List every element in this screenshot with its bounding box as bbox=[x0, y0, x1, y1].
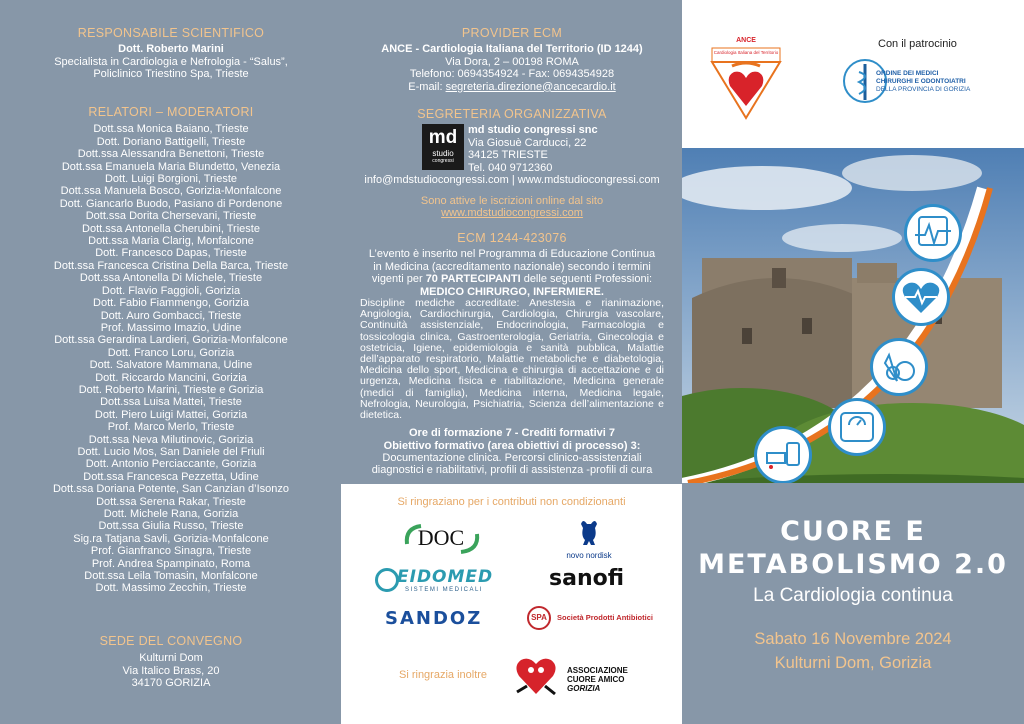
speaker-item: Dott. Doriano Battigelli, Trieste bbox=[96, 135, 246, 148]
venue-heading: SEDE DEL CONVEGNO bbox=[99, 634, 243, 648]
cuore-amico-logo bbox=[513, 654, 663, 700]
online-text: Sono attive le iscrizioni online dal sito bbox=[420, 195, 604, 207]
speaker-item: Dott.ssa Antonella Di Michele, Trieste bbox=[79, 272, 263, 285]
speaker-item: Dott. Fabio Fiammengo, Gorizia bbox=[93, 297, 249, 310]
secretariat-name: md studio congressi snc bbox=[468, 124, 598, 137]
speaker-item: Dott. Luigi Borgioni, Trieste bbox=[104, 173, 238, 186]
secretariat-phone: Tel. 040 9712360 bbox=[468, 161, 553, 174]
novo-wordmark: novo nordisk bbox=[566, 551, 612, 560]
speaker-item: Dott.ssa Dorita Chersevani, Trieste bbox=[85, 210, 257, 223]
provider-name: ANCE - Cardiologia Italiana del Territorio (ID 1244) bbox=[381, 43, 643, 56]
eidomed-logo bbox=[375, 566, 495, 596]
speaker-item: Dott. Antonio Perciaccante, Gorizia bbox=[85, 458, 257, 471]
speaker-item: Dott. Piero Luigi Mattei, Gorizia bbox=[94, 408, 248, 421]
ecm-hours: Ore di formazione 7 - Crediti formativi 7 bbox=[409, 427, 615, 440]
heart-runner-icon bbox=[513, 654, 559, 698]
speaker-item: Dott. Michele Rana, Gorizia bbox=[103, 508, 239, 520]
ecm-line3c: delle seguenti Professioni: bbox=[520, 273, 653, 286]
ecg-icon bbox=[904, 204, 962, 262]
secretariat-city: 34125 TRIESTE bbox=[468, 149, 548, 162]
md-studio-logo bbox=[422, 124, 464, 170]
sponsors-box bbox=[341, 484, 682, 724]
online-registration bbox=[342, 195, 682, 220]
sandoz-logo: SANDOZ bbox=[385, 608, 483, 629]
secretariat-web[interactable]: info@mdstudiocongressi.com | www.mdstudiocongressi.com bbox=[364, 174, 660, 187]
speaker-item: Dott. Riccardo Mancini, Gorizia bbox=[95, 371, 247, 384]
cover-header bbox=[682, 0, 1024, 148]
speaker-item: Dott. Francesco Dapas, Trieste bbox=[95, 247, 247, 260]
spa-logo bbox=[527, 604, 657, 634]
doc-logo bbox=[401, 522, 481, 554]
speaker-item: Dott.ssa Serena Rakar, Trieste bbox=[96, 495, 246, 508]
event-date: Sabato 16 Novembre 2024 bbox=[754, 630, 952, 648]
speaker-item: Dott. Franco Loru, Gorizia bbox=[107, 346, 235, 359]
provider-email-label: E-mail: bbox=[408, 80, 446, 93]
eidomed-circle-icon bbox=[375, 568, 399, 592]
speakers-section bbox=[0, 106, 342, 595]
speaker-item: Dott. Giancarlo Buodo, Pasiano di Pordenone bbox=[59, 197, 283, 210]
venue-section bbox=[0, 635, 342, 690]
spa-wordmark: Società Prodotti Antibiotici bbox=[557, 613, 653, 622]
provider-heading: PROVIDER ECM bbox=[461, 26, 563, 40]
ecm-objective: Obiettivo formativo (area obiettivi di processo) 3: bbox=[383, 439, 641, 452]
ance-label: ANCE bbox=[736, 37, 756, 44]
speaker-item: Dott. Salvatore Mammana, Udine bbox=[89, 359, 253, 372]
ecm-line3a: vigenti per bbox=[371, 273, 426, 286]
doc-wordmark: DOC bbox=[417, 525, 465, 550]
online-link[interactable]: www.mdstudiocongressi.com bbox=[441, 207, 583, 220]
apis-bull-icon bbox=[577, 518, 601, 546]
speaker-item: Dott. Lucio Mos, San Daniele del Friuli bbox=[77, 445, 265, 458]
speaker-item: Prof. Massimo Imazio, Udine bbox=[100, 321, 242, 334]
eidomed-wordmark: EIDOMED bbox=[397, 567, 494, 587]
speaker-item: Dott.ssa Monica Baiano, Trieste bbox=[93, 123, 249, 136]
ordine-line3: DELLA PROVINCIA DI GORIZIA bbox=[876, 86, 971, 93]
scientific-responsible bbox=[0, 27, 342, 81]
event-title-line2: METABOLISMO 2.0 bbox=[698, 549, 1008, 580]
sanofi-logo: sanofi bbox=[549, 566, 625, 591]
speaker-item: Sig.ra Tatjana Savli, Gorizia-Monfalcone bbox=[73, 532, 269, 545]
speaker-item: Dott.ssa Francesca Pezzetta, Udine bbox=[83, 470, 259, 483]
provider-section bbox=[342, 27, 682, 93]
speaker-item: Dott.ssa Neva Milutinovic, Gorizia bbox=[88, 433, 254, 446]
glucose-test-icon bbox=[754, 426, 812, 483]
speaker-item: Dott. Auro Gombacci, Trieste bbox=[100, 309, 242, 322]
cover-panel bbox=[682, 0, 1024, 724]
ecm-participants: 70 PARTECIPANTI bbox=[425, 273, 521, 286]
md-logo-tiny: congressi bbox=[432, 158, 454, 165]
event-subtitle: La Cardiologia continua bbox=[753, 585, 953, 606]
ordine-medici-logo bbox=[842, 58, 992, 108]
provider-address: Via Dora, 2 – 00198 ROMA bbox=[445, 55, 579, 68]
speaker-item: Dott.ssa Emanuela Maria Blundetto, Venezia bbox=[61, 160, 281, 173]
ecm-objective-line1: Documentazione clinica. Percorsi clinico-assistenziali bbox=[382, 452, 642, 465]
speaker-item: Dott.ssa Francesca Cristina Della Barca, Trieste bbox=[53, 259, 289, 272]
ecm-professions: MEDICO CHIRURGO, INFERMIERE. bbox=[420, 285, 604, 298]
secretariat-address: Via Giosuè Carducci, 22 bbox=[468, 136, 587, 149]
castle-photo bbox=[682, 148, 1024, 483]
event-title-block bbox=[682, 515, 1024, 675]
ecm-disciplines: Discipline mediche accreditate: Anestesia e rianimazione, Angiologia, Cardiochirurgia, Cardiologia, Chirurgia vascolare, Continuità assistenziale, Endocrinologia, Farmacologia e tossicologia clinica, Gastroenterologia, Geriatria, Ginecologia e ostetricia, Igiene, epidemiologia e sanità pubblica, Malattie dell’apparato respiratorio, Malattie metaboliche e diabetologia, Medicina dello sport, Medicina e chirurgia di accettazione e di urgenza, Medicina fisica e riabilitazione, Medicina generale (medici di famiglia), Medicina interna, Medicina legale, Nefrologia, Neurologia, Psichiatria, Scienza dell’alimentazione e dietetica. bbox=[360, 297, 664, 422]
ecm-section bbox=[342, 232, 682, 477]
speaker-item: Dott. Flavio Faggioli, Gorizia bbox=[101, 284, 241, 297]
novo-nordisk-logo bbox=[559, 518, 619, 558]
speakers-list bbox=[0, 123, 342, 594]
left-panel bbox=[0, 0, 342, 724]
fruit-icon bbox=[870, 338, 928, 396]
assoc-line3: GORIZIA bbox=[567, 684, 601, 693]
speaker-item: Prof. Gianfranco Sinagra, Trieste bbox=[90, 545, 252, 558]
assoc-line1: ASSOCIAZIONE bbox=[567, 666, 628, 675]
ecm-line1: L’evento è inserito nel Programma di Educazione Continua bbox=[368, 248, 656, 261]
ecm-heading: ECM 1244-423076 bbox=[457, 231, 567, 245]
speaker-item: Dott. Roberto Marini, Trieste e Gorizia bbox=[78, 383, 264, 396]
speaker-item: Dott.ssa Leila Tomasin, Monfalcone bbox=[84, 570, 258, 583]
event-place: Kulturni Dom, Gorizia bbox=[774, 654, 932, 672]
ordine-line1: ORDINE DEI MEDICI bbox=[876, 70, 939, 77]
speaker-item: Dott.ssa Gerardina Lardieri, Gorizia-Monfalcone bbox=[54, 334, 288, 347]
speaker-item: Dott.ssa Alessandra Benettoni, Trieste bbox=[77, 148, 265, 161]
ance-logo bbox=[710, 37, 782, 120]
speaker-item: Dott. Massimo Zecchin, Trieste bbox=[95, 582, 247, 595]
venue-city: 34170 GORIZIA bbox=[131, 677, 211, 690]
secretariat-section bbox=[342, 108, 682, 187]
patronage-label: Con il patrocinio bbox=[878, 38, 957, 50]
provider-phone: Telefono: 0694354924 - Fax: 0694354928 bbox=[409, 68, 615, 81]
assoc-line2: CUORE AMICO bbox=[567, 675, 625, 684]
resp-line2: Policlinico Triestino Spa, Trieste bbox=[93, 68, 249, 81]
speaker-item: Prof. Andrea Spampinato, Roma bbox=[91, 557, 251, 570]
resp-heading: RESPONSABILE SCIENTIFICO bbox=[77, 26, 265, 40]
speakers-heading: RELATORI – MODERATORI bbox=[88, 105, 254, 119]
provider-email-link[interactable]: segreteria.direzione@ancecardio.it bbox=[445, 80, 616, 93]
ordine-line2: CHIRURGHI E ODONTOIATRI bbox=[876, 78, 966, 85]
venue-name: Kulturni Dom bbox=[139, 652, 203, 665]
speaker-item: Dott.ssa Maria Clarig, Monfalcone bbox=[88, 235, 254, 248]
eidomed-subtitle: SISTEMI MEDICALI bbox=[405, 587, 484, 593]
speaker-item: Dott.ssa Antonella Cherubini, Trieste bbox=[82, 222, 260, 235]
ecm-objective-line2: diagnostici e riabilitativi, profili di assistenza -profili di cura bbox=[371, 464, 653, 477]
venue-address: Via Italico Brass, 20 bbox=[122, 664, 220, 677]
thanks-also: Si ringrazia inoltre bbox=[399, 669, 488, 681]
sponsors-title: Si ringraziano per i contributi non condizionanti bbox=[397, 496, 626, 508]
scale-icon bbox=[828, 398, 886, 456]
md-logo-sub: studio bbox=[432, 149, 454, 159]
speaker-item: Dott.ssa Manuela Bosco, Gorizia-Monfalcone bbox=[60, 185, 282, 198]
ance-subtitle: Cardiologia Italiana del Territorio bbox=[713, 50, 779, 55]
speaker-item: Dott.ssa Giulia Russo, Trieste bbox=[98, 520, 244, 533]
spa-mark: SPA bbox=[527, 606, 551, 630]
md-logo-main: md bbox=[428, 127, 458, 149]
heart-pulse-icon bbox=[892, 268, 950, 326]
speaker-item: Dott.ssa Luisa Mattei, Trieste bbox=[100, 396, 242, 409]
resp-line1: Specialista in Cardiologia e Nefrologia - “Salus”, bbox=[54, 55, 288, 68]
secretariat-heading: SEGRETERIA ORGANIZZATIVA bbox=[417, 107, 607, 121]
event-title-line1: CUORE E bbox=[780, 516, 926, 547]
resp-name: Dott. Roberto Marini bbox=[118, 43, 224, 56]
speaker-item: Dott.ssa Doriana Potente, San Canzian d’Isonzo bbox=[52, 483, 290, 496]
ecm-line2: in Medicina (accreditamento nazionale) secondo i termini bbox=[373, 260, 651, 273]
speaker-item: Prof. Marco Merlo, Trieste bbox=[107, 421, 235, 434]
